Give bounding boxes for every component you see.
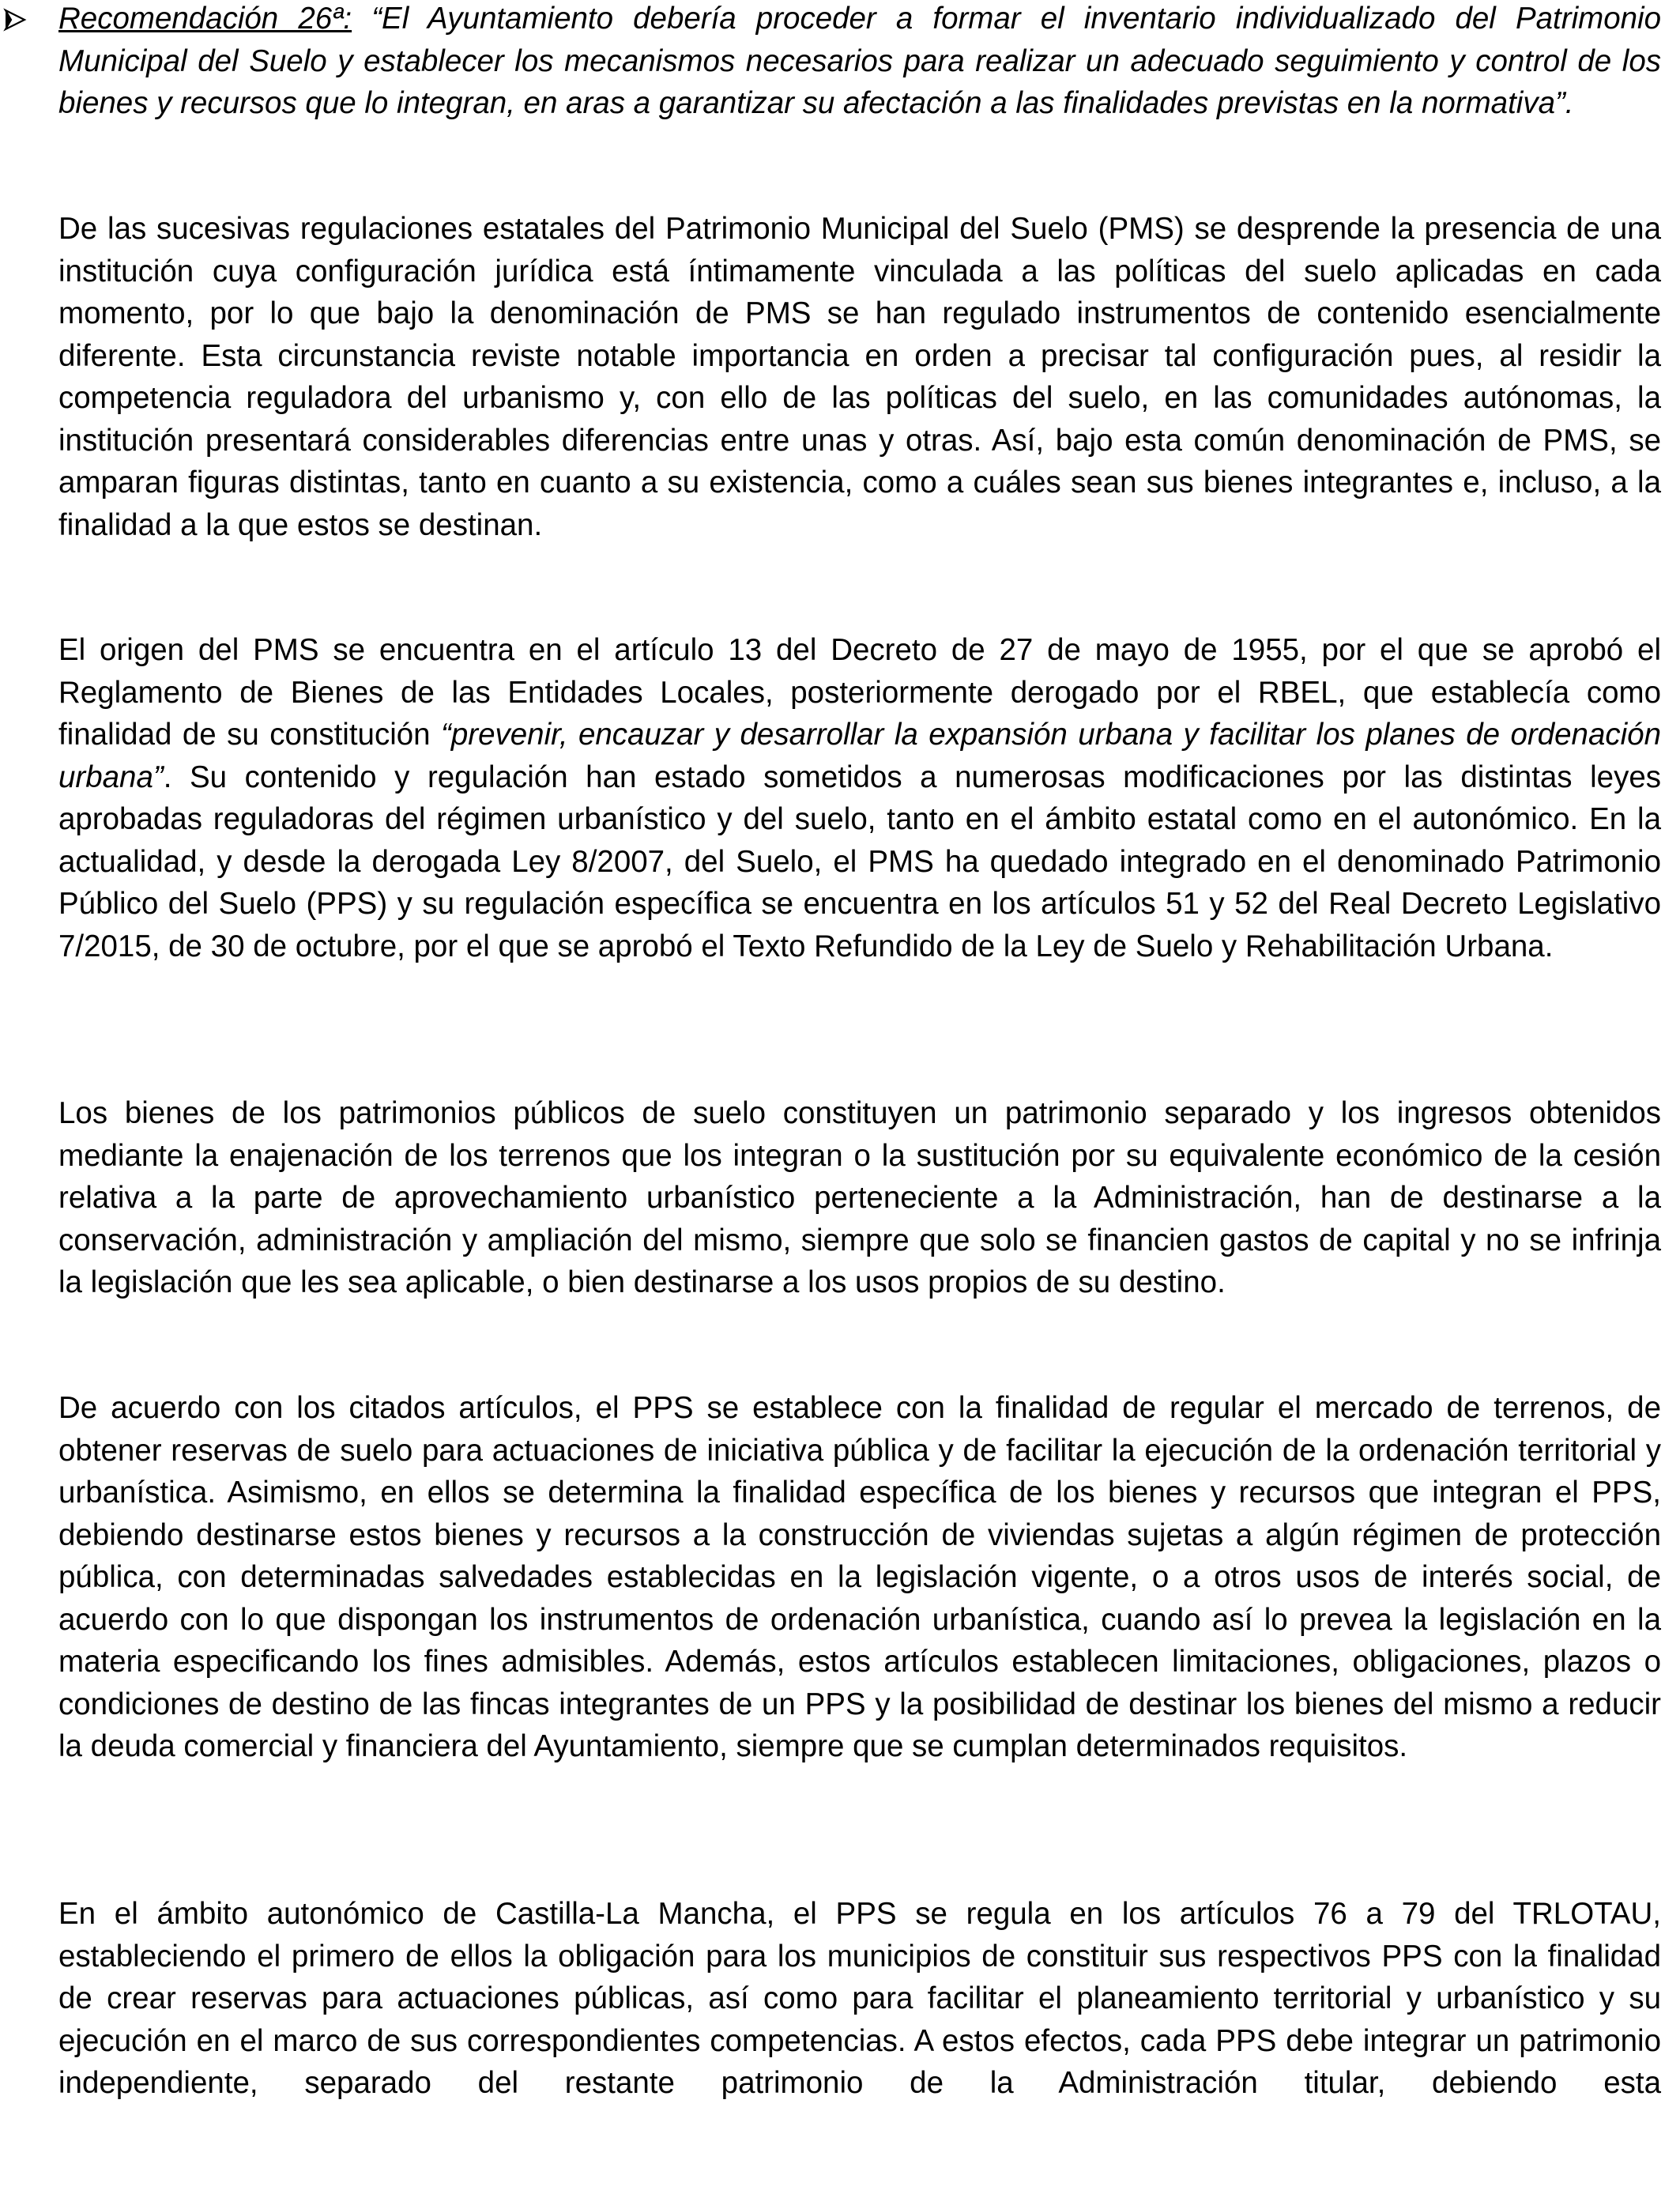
paragraph-4: De acuerdo con los citados artículos, el PPS se establece con la finalidad de regular el mercado de terrenos, de obtener reservas de suelo para actuaciones de iniciativa pública y de facilitar la ejecución de la ordenación territorial y urbanística. Asimismo, en ellos se determina la finalidad específica de los bienes y recursos que integran el PPS, debiendo destinarse estos bienes y recursos a la construcción de viviendas sujetas a algún régimen de protección pública, con determinadas salvedades establecidas en la legislación vigente, o a otros usos de interés social, de acuerdo con lo que dispongan los instrumentos de ordenación urbanística, cuando así lo prevea la legislación en la materia especificando los fines admisibles. Además, estos artículos establecen limitaciones, obligaciones, plazos o condiciones de destino de las fincas integrantes de un PPS y la posibilidad de destinar los bienes del mismo a reducir la deuda comercial y financiera del Ayuntamiento, siempre que se cumplan determinados requisitos.: [58, 1391, 1661, 1763]
arrow-bullet-icon: [3, 8, 27, 32]
recommendation-paragraph: [58, 0, 1661, 125]
recommendation-label: Recomendación 26ª:: [58, 2, 352, 36]
paragraph-2-part-a: El origen del PMS se encuentra en el artículo 13 del Decreto de 27 de mayo de 1955, por el que se aprobó el Reglamento de Bienes de las Entidades Locales, posteriormente derogado por el RBEL, que establecía como finalidad de su constitución: [58, 633, 1661, 752]
paragraph-5: En el ámbito autonómico de Castilla-La Mancha, el PPS se regula en los artículos 76 a 79 del TRLOTAU, estableciendo el primero de ellos la obligación para los municipios de constituir sus respectivos PPS con la finalidad de crear reservas para actuaciones públicas, así como para facilitar el planeamiento territorial y urbanístico y su ejecución en el marco de sus correspondientes competencias. A estos efectos, cada PPS debe integrar un patrimonio independiente, separado del restante patrimonio de la Administración titular, debiendo esta: [58, 1897, 1661, 2100]
paragraph-3: Los bienes de los patrimonios públicos de suelo constituyen un patrimonio separado y los ingresos obtenidos mediante la enajenación de los terrenos que los integran o la sustitución por su equivalente económico de la cesión relativa a la parte de aprovechamiento urbanístico perteneciente a la Administración, han de destinarse a la conservación, administración y ampliación del mismo, siempre que solo se financien gastos de capital y no se infrinja la legislación que les sea aplicable, o bien destinarse a los usos propios de su destino.: [58, 1096, 1661, 1299]
paragraph-2-part-b: . Su contenido y regulación han estado sometidos a numerosas modificaciones por las distintas leyes aprobadas reguladoras del régimen urbanístico y del suelo, tanto en el ámbito estatal como en el autonómico. En la actualidad, y desde la derogada Ley 8/2007, del Suelo, el PMS ha quedado integrado en el denominado Patrimonio Público del Suelo (PPS) y su regulación específica se encuentra en los artículos 51 y 52 del Real Decreto Legislativo 7/2015, de 30 de octubre, por el que se aprobó el Texto Refundido de la Ley de Suelo y Rehabilitación Urbana.: [58, 760, 1661, 963]
paragraph-1: De las sucesivas regulaciones estatales del Patrimonio Municipal del Suelo (PMS) se desprende la presencia de una institución cuya configuración jurídica está íntimamente vinculada a las políticas del suelo aplicadas en cada momento, por lo que bajo la denominación de PMS se han regulado instrumentos de contenido esencialmente diferente. Esta circunstancia reviste notable importancia en orden a precisar tal configuración pues, al residir la competencia reguladora del urbanismo y, con ello de las políticas del suelo, en las comunidades autónomas, la institución presentará considerables diferencias entre unas y otras. Así, bajo esta común denominación de PMS, se amparan figuras distintas, tanto en cuanto a su existencia, como a cuáles sean sus bienes integrantes e, incluso, a la finalidad a la que estos se destinan.: [58, 212, 1661, 542]
paragraph-2-quote: “prevenir, encauzar y desarrollar la expansión urbana y facilitar los planes de ordenación urbana”: [58, 718, 1662, 794]
recommendation-text: “El Ayuntamiento debería proceder a formar el inventario individualizado del Patrimonio Municipal del Suelo y establecer los mecanismos necesarios para realizar un adecuado seguimiento y control de los bienes y recursos que lo integran, en aras a garantizar su afectación a las finalidades previstas en la normativa”.: [58, 2, 1661, 120]
paragraph-2: [58, 629, 1661, 967]
